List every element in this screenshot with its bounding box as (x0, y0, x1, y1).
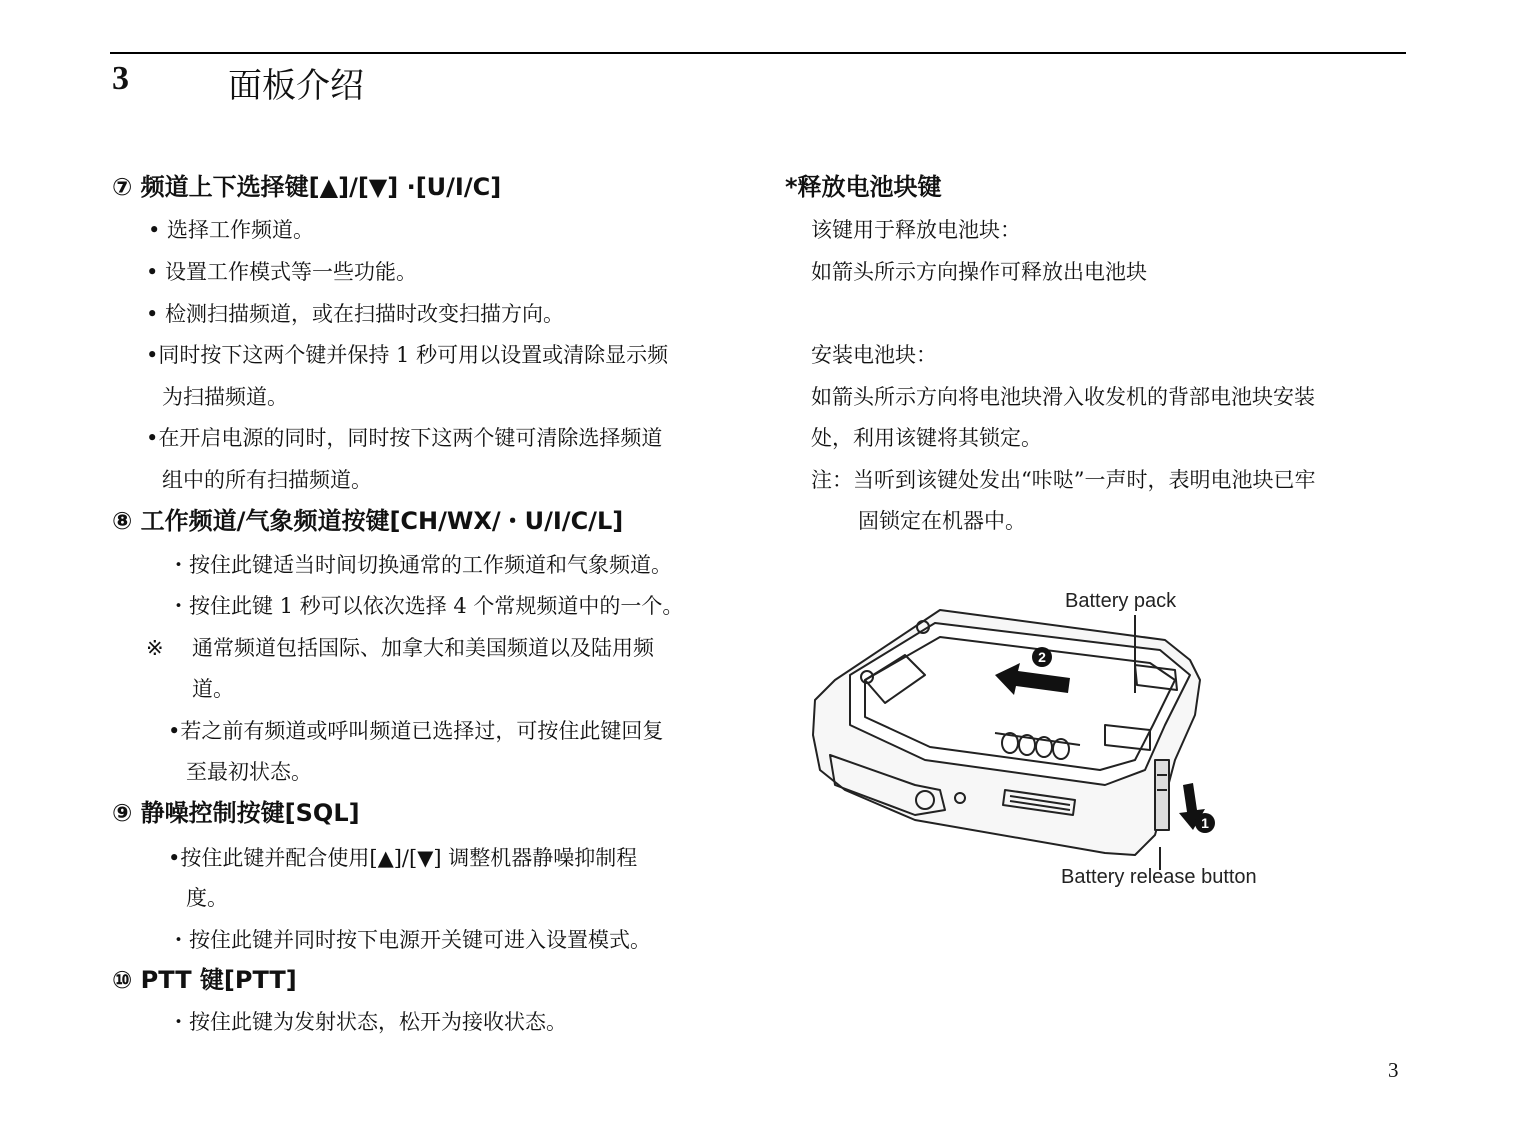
section-8-bullet-3: •若之前有频道或呼叫频道已选择过，可按住此键回复 (168, 719, 664, 743)
section-8-bullet-3-cont: 至最初状态。 (186, 760, 312, 784)
page-number: 3 (1388, 1058, 1399, 1082)
chapter-title: 面板介绍 (228, 66, 364, 106)
section-7-bullet-3: • 检测扫描频道，或在扫描时改变扫描方向。 (146, 302, 565, 326)
battery-release-p2: 如箭头所示方向操作可释放出电池块 (811, 260, 1147, 284)
marker-2: 2 (1038, 649, 1046, 665)
section-7-bullet-4: •同时按下这两个键并保持 1 秒可用以设置或清除显示频 (146, 343, 669, 367)
section-9-bullet-1: •按住此键并配合使用[▲]/[▼] 调整机器静噪抑制程 (168, 846, 638, 870)
section-9-bullet-1-cont: 度。 (186, 886, 228, 910)
section-8-heading: ⑧ 工作频道/气象频道按键[CH/WX/・U/I/C/L] (112, 507, 624, 535)
section-9-heading: ⑨ 静噪控制按键[SQL] (112, 799, 360, 827)
section-9-bullet-2: ・按住此键并同时按下电源开关键可进入设置模式。 (168, 928, 651, 952)
section-8-note-cont: 道。 (192, 677, 234, 701)
section-10-bullet-1: ・按住此键为发射状态，松开为接收状态。 (168, 1010, 567, 1034)
label-battery-release-button: Battery release button (1061, 866, 1257, 888)
section-7-bullet-5-cont: 组中的所有扫描频道。 (162, 468, 372, 492)
install-note-cont: 固锁定在机器中。 (858, 509, 1026, 533)
battery-pack-figure (805, 585, 1275, 895)
section-7-bullet-1: • 选择工作频道。 (148, 218, 315, 242)
section-8-bullet-1: ・按住此键适当时间切换通常的工作频道和气象频道。 (168, 553, 672, 577)
install-note: 注：当听到该键处发出“咔哒”一声时，表明电池块已牢 (811, 468, 1316, 492)
section-8-bullet-2: ・按住此键 1 秒可以依次选择 4 个常规频道中的一个。 (168, 594, 684, 618)
section-8-note-mark: ※ (146, 636, 164, 660)
label-battery-pack: Battery pack (1065, 590, 1177, 612)
install-battery-title: 安装电池块： (811, 343, 937, 367)
chapter-number: 3 (112, 60, 129, 97)
battery-release-heading: *释放电池块键 (785, 173, 942, 201)
section-7-bullet-4-cont: 为扫描频道。 (162, 385, 288, 409)
section-7-bullet-2: • 设置工作模式等一些功能。 (146, 260, 418, 284)
section-7-bullet-5: •在开启电源的同时，同时按下这两个键可清除选择频道 (146, 426, 663, 450)
marker-1: 1 (1201, 815, 1209, 831)
header-rule (110, 52, 1406, 54)
section-10-heading: ⑩ PTT 键[PTT] (112, 966, 297, 994)
install-battery-p1-cont: 处，利用该键将其锁定。 (811, 426, 1042, 450)
section-8-note: 通常频道包括国际、加拿大和美国频道以及陆用频 (192, 636, 654, 660)
battery-release-p1: 该键用于释放电池块： (811, 218, 1021, 242)
section-7-heading: ⑦ 频道上下选择键[▲]/[▼] ·[U/I/C] (112, 173, 502, 201)
install-battery-p1: 如箭头所示方向将电池块滑入收发机的背部电池块安装 (811, 385, 1315, 409)
